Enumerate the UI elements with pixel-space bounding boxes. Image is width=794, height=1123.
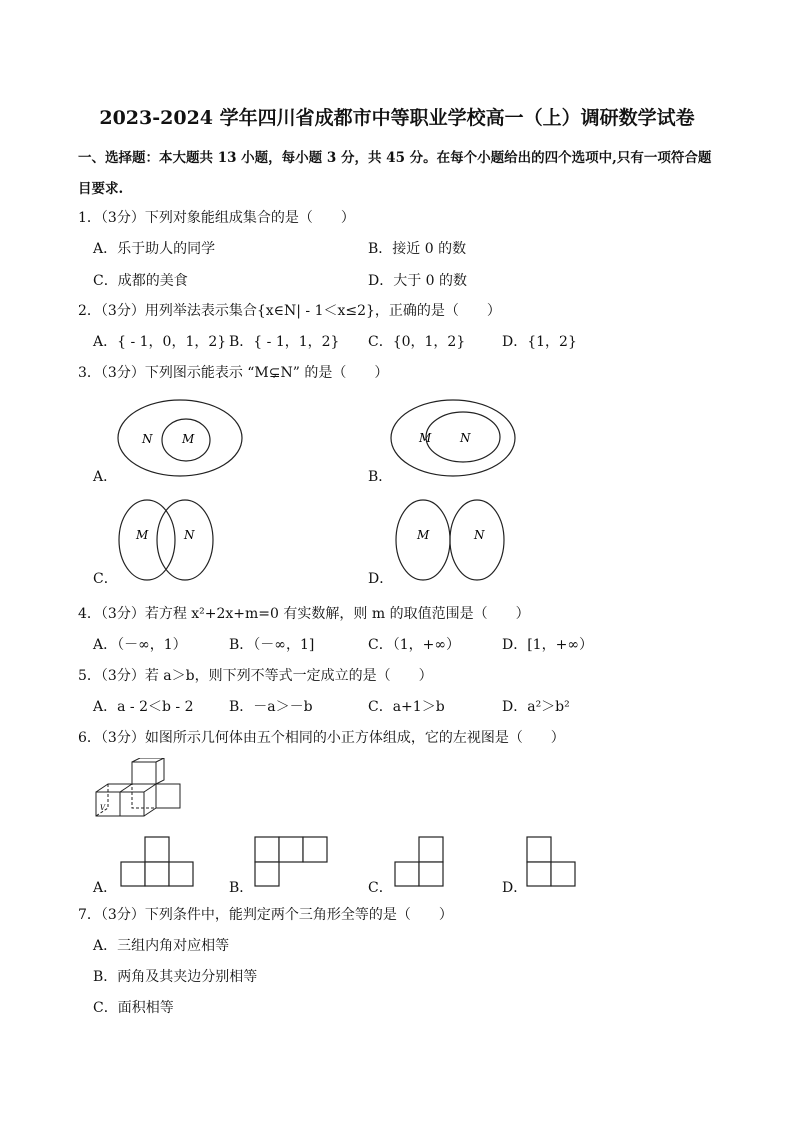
left-view-b [254,836,328,888]
question-3-stem: 3．（3分）下列图示能表示 “M⊊N” 的是（ ） [78,365,389,381]
question-4-stem: 4．（3分）若方程 x²+2x+m=0 有实数解，则 m 的取值范围是（ ） [78,606,530,622]
q2-option-d[interactable]: D．{1，2} [502,334,577,350]
page-title: 2023-2024 学年四川省成都市中等职业学校高一（上）调研数学试卷 [99,107,695,129]
q7-option-b[interactable]: B．两角及其夹边分别相等 [93,969,258,985]
q5-option-d[interactable]: D．a²＞b² [502,699,570,715]
left-view-c [394,836,446,888]
question-2-stem: 2．（3分）用列举法表示集合{x∈N| - 1＜x≤2}，正确的是（ ） [78,303,501,319]
question-6-stem: 6．（3分）如图所示几何体由五个相同的小正方体组成，它的左视图是（ ） [78,730,565,746]
q4-option-c[interactable]: C．（1，+∞） [368,637,461,653]
q4-option-d[interactable]: D．[1，+∞） [502,637,593,653]
q6-option-c[interactable]: C． [368,880,393,896]
venn-a-label-m: M [182,432,195,446]
q3-option-b[interactable]: B． [368,469,393,485]
question-5-stem: 5．（3分）若 a＞b，则下列不等式一定成立的是（ ） [78,668,433,684]
q6-option-d[interactable]: D． [502,880,528,896]
q6-option-b[interactable]: B． [229,880,254,896]
venn-diagram-c [112,496,222,584]
q3-option-d[interactable]: D． [368,571,394,587]
venn-b-label-n: N [460,431,471,445]
left-view-d [526,836,578,888]
left-view-a [120,836,194,888]
q1-option-b[interactable]: B．接近 0 的数 [368,241,467,257]
question-7-stem: 7．（3分）下列条件中，能判定两个三角形全等的是（ ） [78,907,453,923]
q6-option-a[interactable]: A． [93,880,118,896]
venn-diagram-a [110,396,250,484]
q4-option-b[interactable]: B．（－∞，1] [229,637,315,653]
q3-option-c[interactable]: C． [93,571,118,587]
venn-d-label-m: M [417,528,430,542]
q2-option-c[interactable]: C．{0，1，2} [368,334,466,350]
venn-diagram-b [383,396,523,484]
q5-option-a[interactable]: A．a - 2＜b - 2 [93,699,194,715]
venn-c-label-m: M [136,528,149,542]
venn-d-label-n: N [474,528,485,542]
venn-b-label-m: M [419,431,432,445]
venn-diagram-d [390,496,510,584]
q4-option-a[interactable]: A．（－∞，1） [93,637,187,653]
q5-option-c[interactable]: C．a+1＞b [368,699,445,715]
q2-option-a[interactable]: A．{ - 1，0，1，2} [93,334,227,350]
venn-a-label-n: N [142,432,153,446]
q3-option-a[interactable]: A． [93,469,118,485]
q7-option-c[interactable]: C．面积相等 [93,1000,174,1016]
q1-option-c[interactable]: C．成都的美食 [93,273,188,289]
q2-option-b[interactable]: B．{ - 1，1，2} [229,334,340,350]
q5-option-b[interactable]: B．－a＞－b [229,699,313,715]
q1-option-d[interactable]: D．大于 0 的数 [368,273,468,289]
q1-option-a[interactable]: A．乐于助人的同学 [93,241,216,257]
svg-text:V: V [100,804,106,812]
q7-option-a[interactable]: A．三组内角对应相等 [93,938,230,954]
cube-solid-figure [92,758,192,826]
section-heading-cont: 目要求. [78,181,124,197]
section-heading: 一、选择题：本大题共 13 小题，每小题 3 分，共 45 分。在每个小题给出的四个选项中,只有一项符合题 [78,150,712,166]
venn-c-label-n: N [184,528,195,542]
question-1-stem: 1．（3分）下列对象能组成集合的是（ ） [78,210,355,226]
